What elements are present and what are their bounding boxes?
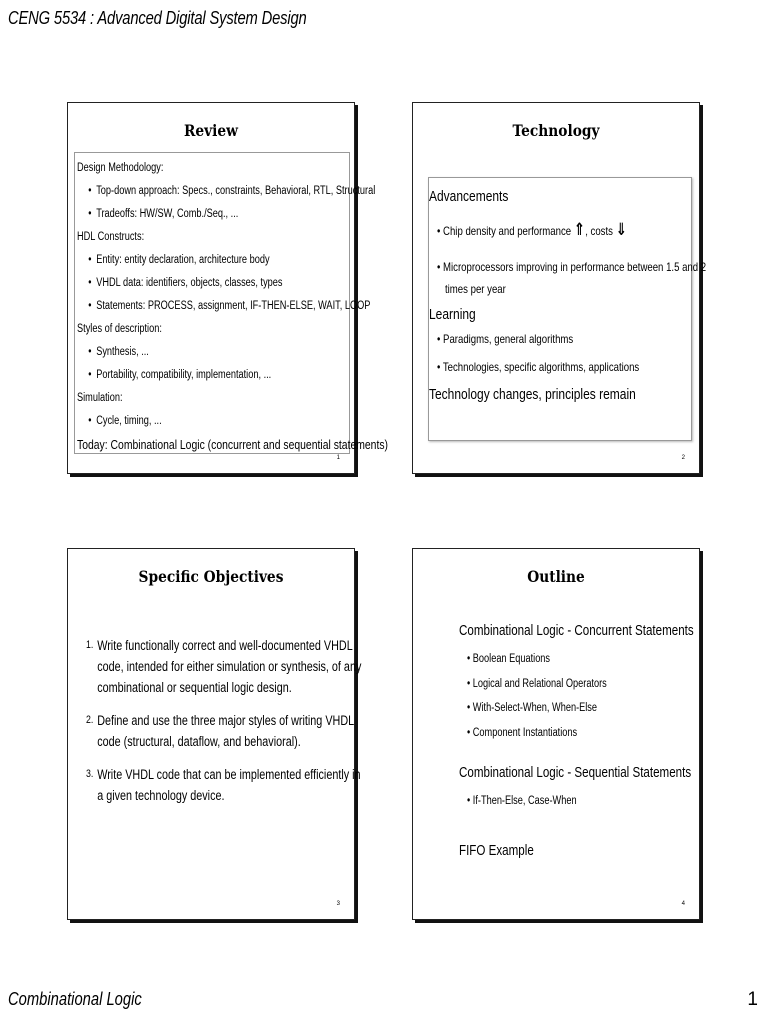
review-heading: Simulation: xyxy=(77,392,123,404)
outline-bullet: • With-Select-When, When-Else xyxy=(467,702,598,714)
tech-bullet: • Chip density and performance ⇑, costs ⇓ xyxy=(437,220,628,239)
outline-list xyxy=(459,623,694,859)
up-arrow-icon: ⇑ xyxy=(573,220,586,239)
objective-number: 2. xyxy=(86,714,94,726)
objective-line: code, intended for either simulation or synthesis, of any xyxy=(97,659,362,674)
bullet-icon: • xyxy=(88,185,92,197)
slide-number: 1 xyxy=(336,455,340,461)
advancements-heading: Advancements xyxy=(429,188,509,205)
bullet-icon: • xyxy=(88,346,92,358)
slide-number: 3 xyxy=(336,901,340,907)
bullet-icon: • xyxy=(467,653,471,665)
outline-bullet: • Logical and Relational Operators xyxy=(467,677,607,690)
objective-number: 1. xyxy=(86,639,94,651)
outline-section: FIFO Example xyxy=(459,843,534,859)
bullet-icon: • xyxy=(88,277,92,289)
slide-technology xyxy=(412,102,707,474)
tech-bullet: • Paradigms, general algorithms xyxy=(437,332,574,346)
review-content-box xyxy=(74,152,389,454)
objective-item xyxy=(86,635,361,698)
objective-line: Define and use the three major styles of writing VHDL xyxy=(97,713,355,728)
outline-section: Combinational Logic - Concurrent Statements xyxy=(459,623,694,639)
bullet-icon: • xyxy=(467,677,471,690)
slide-review xyxy=(67,102,389,474)
review-bullet: • Cycle, timing, ... xyxy=(77,410,388,433)
review-bullet: • Tradeoffs: HW/SW, Comb./Seq., ... xyxy=(77,203,388,226)
review-bullet: • Top-down approach: Specs., constraints, Behavioral, RTL, Structural xyxy=(77,180,388,203)
objective-line: combinational or sequential logic design. xyxy=(97,680,292,695)
outline-section: Combinational Logic - Sequential Statements xyxy=(459,765,692,781)
slide-number: 2 xyxy=(681,455,685,461)
bullet-icon: • xyxy=(467,795,471,807)
bullet-icon: • xyxy=(437,360,441,374)
slide-title: Technology xyxy=(512,121,600,140)
objective-line: a given technology device. xyxy=(97,788,225,803)
review-bullet: • Synthesis, ... xyxy=(77,341,388,364)
slide-title: Specific Objectives xyxy=(138,567,284,586)
objective-number: 3. xyxy=(86,768,94,780)
page-number: 1 xyxy=(747,989,758,1010)
bullet-icon: • xyxy=(88,254,92,266)
objective-line: code (structural, dataflow, and behavioral). xyxy=(97,734,301,749)
tech-bullet: • Microprocessors improving in performance between 1.5 and 2 xyxy=(437,260,707,274)
outline-bullet: • Boolean Equations xyxy=(467,653,551,665)
review-list xyxy=(77,157,388,456)
slide-outline xyxy=(412,548,700,920)
bullet-icon: • xyxy=(88,415,92,427)
slide-title: Review xyxy=(183,121,239,140)
objective-line: Write VHDL code that can be implemented efficiently in xyxy=(97,767,361,782)
bullet-icon: • xyxy=(88,300,92,312)
bullet-icon: • xyxy=(88,369,92,381)
bullet-icon: • xyxy=(467,702,471,714)
objectives-list xyxy=(86,635,361,818)
tech-bullet-continuation: times per year xyxy=(445,282,506,296)
bullet-icon: • xyxy=(437,260,441,274)
slide-specific-objectives xyxy=(67,548,362,920)
down-arrow-icon: ⇓ xyxy=(615,220,628,239)
bullet-icon: • xyxy=(437,224,441,238)
review-heading: Design Methodology: xyxy=(77,162,164,174)
outline-bullet: • If-Then-Else, Case-When xyxy=(467,795,577,807)
tech-bullet: • Technologies, specific algorithms, applications xyxy=(437,360,640,374)
technology-list xyxy=(429,186,706,406)
technology-content-box xyxy=(428,177,707,441)
bullet-icon: • xyxy=(467,726,471,739)
review-bullet: • VHDL data: identifiers, objects, classes, types xyxy=(77,272,388,295)
outline-bullet: • Component Instantiations xyxy=(467,726,578,739)
review-bullet: • Entity: entity declaration, architecture body xyxy=(77,249,388,272)
bullet-icon: • xyxy=(437,332,441,346)
slide-title: Outline xyxy=(527,567,585,586)
review-bullet: • Statements: PROCESS, assignment, IF-THEN-ELSE, WAIT, LOOP xyxy=(77,295,388,318)
objective-item xyxy=(86,764,361,806)
objective-item xyxy=(86,710,361,752)
page-header-course-title: CENG 5534 : Advanced Digital System Design xyxy=(8,8,307,28)
review-heading: Styles of description: xyxy=(77,323,162,335)
slide-number: 4 xyxy=(681,901,685,907)
objective-line: Write functionally correct and well-documented VHDL xyxy=(97,638,353,653)
learning-heading: Learning xyxy=(429,306,476,323)
technology-conclusion: Technology changes, principles remain xyxy=(429,386,636,403)
footer-topic: Combinational Logic xyxy=(8,989,142,1009)
bullet-icon: • xyxy=(88,208,92,220)
review-today: Today: Combinational Logic (concurrent and sequential statements) xyxy=(77,437,389,452)
review-bullet: • Portability, compatibility, implementation, ... xyxy=(77,364,388,387)
review-heading: HDL Constructs: xyxy=(77,231,145,243)
